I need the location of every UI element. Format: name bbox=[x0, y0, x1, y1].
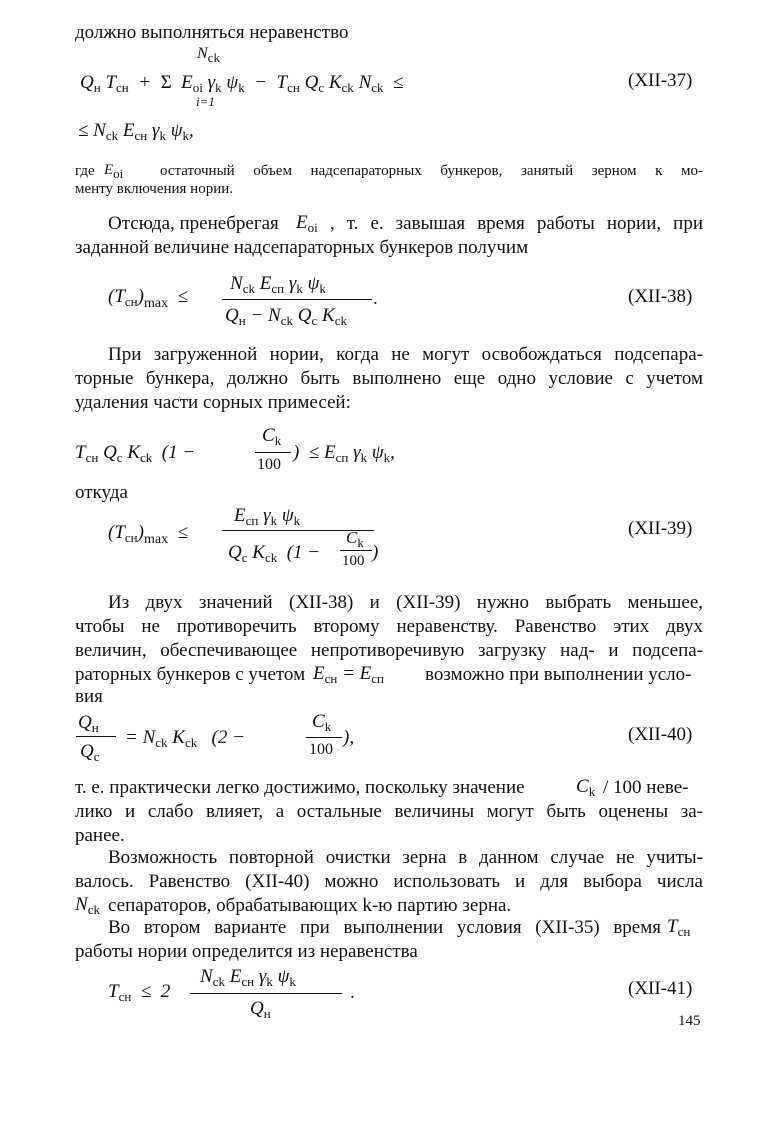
sum-lower-limit: i=1 bbox=[196, 94, 215, 109]
fraction-denominator: $Q_c$ bbox=[80, 741, 100, 764]
text-line-a: Отсюда, пренебрегая bbox=[108, 213, 279, 234]
text-line: ранее. bbox=[75, 825, 125, 846]
text-line-a: раторных бункеров с учетом bbox=[75, 664, 306, 685]
text-line: торные бункера, должно быть выполнено еще одно условие с учетом bbox=[75, 368, 703, 389]
text-line: При загруженной нории, когда не могут освобождаться подсепара- bbox=[108, 344, 703, 365]
symbol-n-ck: $N_{ck}$ bbox=[75, 894, 100, 917]
paren-close: ), bbox=[343, 727, 355, 748]
equation-number: (XII-41) bbox=[628, 978, 693, 999]
text-line: должно выполняться неравенство bbox=[75, 22, 349, 43]
equation-lhs: $(T_{сн})_{max}$ ≤ bbox=[108, 286, 189, 311]
fraction-numerator: $N_{ck}$ $E_{сн}$ $\gamma_k$ $\psi_k$ bbox=[200, 966, 296, 989]
equation-rhs: ) ≤ $E_{сп}$ $\gamma_k$ $\psi_k$, bbox=[293, 442, 395, 465]
equation-lhs: $(T_{сн})_{max}$ ≤ bbox=[108, 522, 189, 547]
equation-number: (XII-38) bbox=[628, 286, 693, 307]
equation-number: (XII-37) bbox=[628, 70, 693, 91]
text-line: удаления части сорных примесей: bbox=[75, 392, 351, 413]
inner-fraction-denominator: 100 bbox=[309, 741, 333, 758]
paren-close: ) bbox=[372, 542, 379, 563]
fraction-bar bbox=[255, 452, 291, 453]
text-line: работы нории определится из неравенства bbox=[75, 941, 418, 962]
fraction-denominator: $Q_н$ bbox=[250, 998, 271, 1021]
text-line: сепараторов, обрабатывающих k-ю партию зерна. bbox=[108, 895, 512, 916]
inline-equality: $E_{сн} = E_{сп}$ bbox=[313, 663, 385, 686]
text-line: вия bbox=[75, 686, 103, 707]
inner-fraction-denominator: 100 bbox=[342, 553, 365, 569]
text-line-b: / 100 неве- bbox=[603, 777, 689, 798]
sum-upper-limit: $N_{ck}$ bbox=[197, 45, 220, 65]
fraction-numerator: $C_k$ bbox=[262, 425, 282, 448]
fraction-bar bbox=[76, 736, 116, 737]
equation-period: . bbox=[373, 288, 378, 309]
text-line: заданной величине надсепараторных бункеров получим bbox=[75, 237, 529, 258]
equation-lhs: $T_{сн} \le 2$ bbox=[108, 981, 171, 1004]
text-line: менту включения нории. bbox=[75, 181, 234, 197]
inner-fraction-bar bbox=[306, 737, 342, 738]
text-line: откуда bbox=[75, 482, 128, 503]
inner-fraction-numerator: $C_k$ bbox=[312, 711, 332, 734]
text-line-a: т. е. практически легко достижимо, поскольку значение bbox=[75, 777, 525, 798]
text-line: Из двух значений (XII-38) и (XII-39) нужно выбрать меньшее, bbox=[108, 592, 703, 613]
inner-fraction-numerator: $C_k$ bbox=[346, 528, 364, 550]
fraction-denominator: $Q_н - N_{ck}$ $Q_c$ $K_{ck}$ bbox=[225, 305, 347, 328]
text-line: Возможность повторной очистки зерна в данном случае не учиты- bbox=[108, 847, 703, 868]
page-number: 145 bbox=[678, 1013, 701, 1029]
equation-period: . bbox=[350, 982, 355, 1003]
text-line: лико и слабо влияет, а остальные величины могут быть оценены за- bbox=[75, 801, 703, 822]
equation-lhs: $Q_н$ $T_{сн} + \Sigma$ $E_{oi}$ $\gamma_k$ $\psi_k - T_{сн}$ $Q_c$ $K_{ck}$ $N_{ck}$ ≤ bbox=[80, 72, 404, 95]
fraction-numerator: $N_{ck}$ $E_{сп}$ $\gamma_k$ $\psi_k$ bbox=[230, 273, 326, 296]
text-line-a: Во втором варианте при выполнении условия (XII-35) время bbox=[108, 917, 661, 938]
fraction-bar bbox=[190, 993, 342, 994]
symbol-e-oi: $E_{oi}$ bbox=[296, 212, 318, 235]
equation-number: (XII-40) bbox=[628, 724, 693, 745]
text-line-b: возможно при выполнении усло- bbox=[425, 664, 692, 685]
equation-number: (XII-39) bbox=[628, 518, 693, 539]
equation-rhs: = $N_{ck}$ $K_{ck}$ (2 − bbox=[125, 727, 245, 750]
symbol-e-oi: Eoi bbox=[104, 162, 124, 181]
fraction-denominator: $Q_c$ $K_{ck}$ (1 − bbox=[228, 542, 321, 565]
text-line: чтобы не противоречить второму неравенству. Равенство этих двух bbox=[75, 616, 703, 637]
symbol-t-sn: $T_{сн}$ bbox=[667, 916, 691, 939]
text-line-b: , т. е. завышая время работы нории, при bbox=[330, 213, 703, 234]
text-line: валось. Равенство (XII-40) можно использовать и для выбора числа bbox=[75, 871, 703, 892]
symbol-c-k: $C_k$ bbox=[576, 776, 596, 799]
fraction-numerator: $Q_н$ bbox=[78, 712, 99, 735]
fraction-bar bbox=[222, 299, 372, 300]
text-line: остаточный объем надсепараторных бункеров, занятый зерном к мо- bbox=[160, 163, 703, 179]
equation-lhs: $T_{сн}$ $Q_c$ $K_{ck}$ (1 − bbox=[75, 442, 196, 465]
fraction-numerator: $E_{сп}$ $\gamma_k$ $\psi_k$ bbox=[234, 505, 301, 528]
inner-fraction-bar bbox=[340, 550, 372, 551]
text-where: где bbox=[75, 163, 95, 179]
fraction-denominator: 100 bbox=[257, 456, 281, 473]
equation-continuation: ≤ $N_{ck}$ $E_{сн}$ $\gamma_k$ $\psi_k$, bbox=[78, 120, 194, 143]
text-line: величин, обеспечивающее непротиворечивую загрузку над- и подсепа- bbox=[75, 640, 703, 661]
